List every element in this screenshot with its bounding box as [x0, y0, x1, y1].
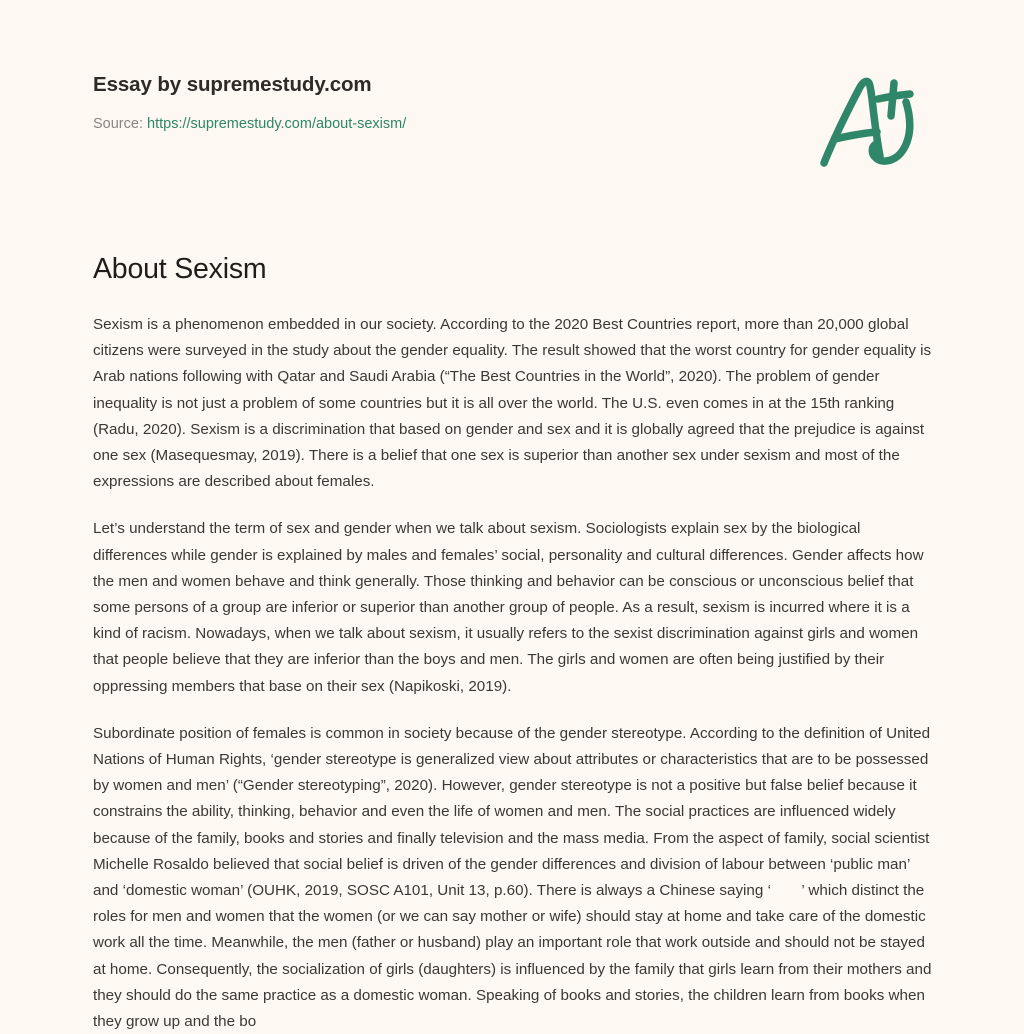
paragraph: Subordinate position of females is common in society because of the gender stereotype. According to the definition of United Nations of Human Rights, ‘gender stereotype is generalized view about attributes or characteristics that are to be possessed by women and men’ (“Gender stereotyping”, 2020). However, gender stereotype is not a positive but false belief because it constrains the ability, thinking, behavior and even the life of women and men. The social practices are influenced widely because of the family, books and stories and finally television and the mass media. From the aspect of family, social scientist Michelle Rosaldo believed that social belief is driven of the gender differences and division of labour between ‘public man’ and ‘domestic woman’ (OUHK, 2019, SOSC A101, Unit 13, p.60). There is always a Chinese saying ‘ ’ which distinct the roles for men and women that the women (or we can say mother or wife) should stay at home and take care of the domestic work all the time. Meanwhile, the men (father or husband) play an important role that work outside and should not be stayed at home. Consequently, the socialization of girls (daughters) is influenced by the family that girls learn from their mothers and they should do the same practice as a domestic woman. Speaking of books and stories, the children learn from books when they grow up and the bo — [93, 724, 932, 1031]
a-plus-logo-icon — [812, 66, 922, 176]
article-body — [93, 312, 933, 1034]
source-url-link[interactable]: https://supremestudy.com/about-sexism/ — [147, 116, 407, 132]
a-plus-logo — [812, 66, 922, 176]
paragraph: Sexism is a phenomenon embedded in our society. According to the 2020 Best Countries report, more than 20,000 global citizens were surveyed in the study about the gender equality. The result showed that the worst country for gender equality is Arab nations following with Qatar and Saudi Arabia (“The Best Countries in the World”, 2020). The problem of gender inequality is not just a problem of some countries but it is all over the world. The U.S. even comes in at the 15th ranking (Radu, 2020). Sexism is a discrimination that based on gender and sex and it is globally agreed that the prejudice is against one sex (Masequesmay, 2019). There is a belief that one sex is superior than another sex under sexism and most of the expressions are described about females. — [93, 316, 932, 491]
essay-by-heading: Essay by supremestudy.com — [93, 73, 372, 96]
source-label: Source: — [93, 116, 143, 132]
source-line — [93, 114, 793, 134]
page-header — [93, 72, 793, 134]
page-title: About Sexism — [93, 253, 267, 285]
paragraph: Let’s understand the term of sex and gender when we talk about sexism. Sociologists explain sex by the biological differences while gender is explained by males and females’ social, personality and cultural differences. Gender affects how the men and women behave and think generally. Those thinking and behavior can be conscious or unconscious belief that some persons of a group are inferior or superior than another group of people. As a result, sexism is incurred where it is a kind of racism. Nowadays, when we talk about sexism, it usually refers to the sexist discrimination against girls and women that people believe that they are inferior than the boys and men. The girls and women are often being justified by their oppressing members that base on their sex (Napikoski, 2019). — [93, 520, 924, 695]
